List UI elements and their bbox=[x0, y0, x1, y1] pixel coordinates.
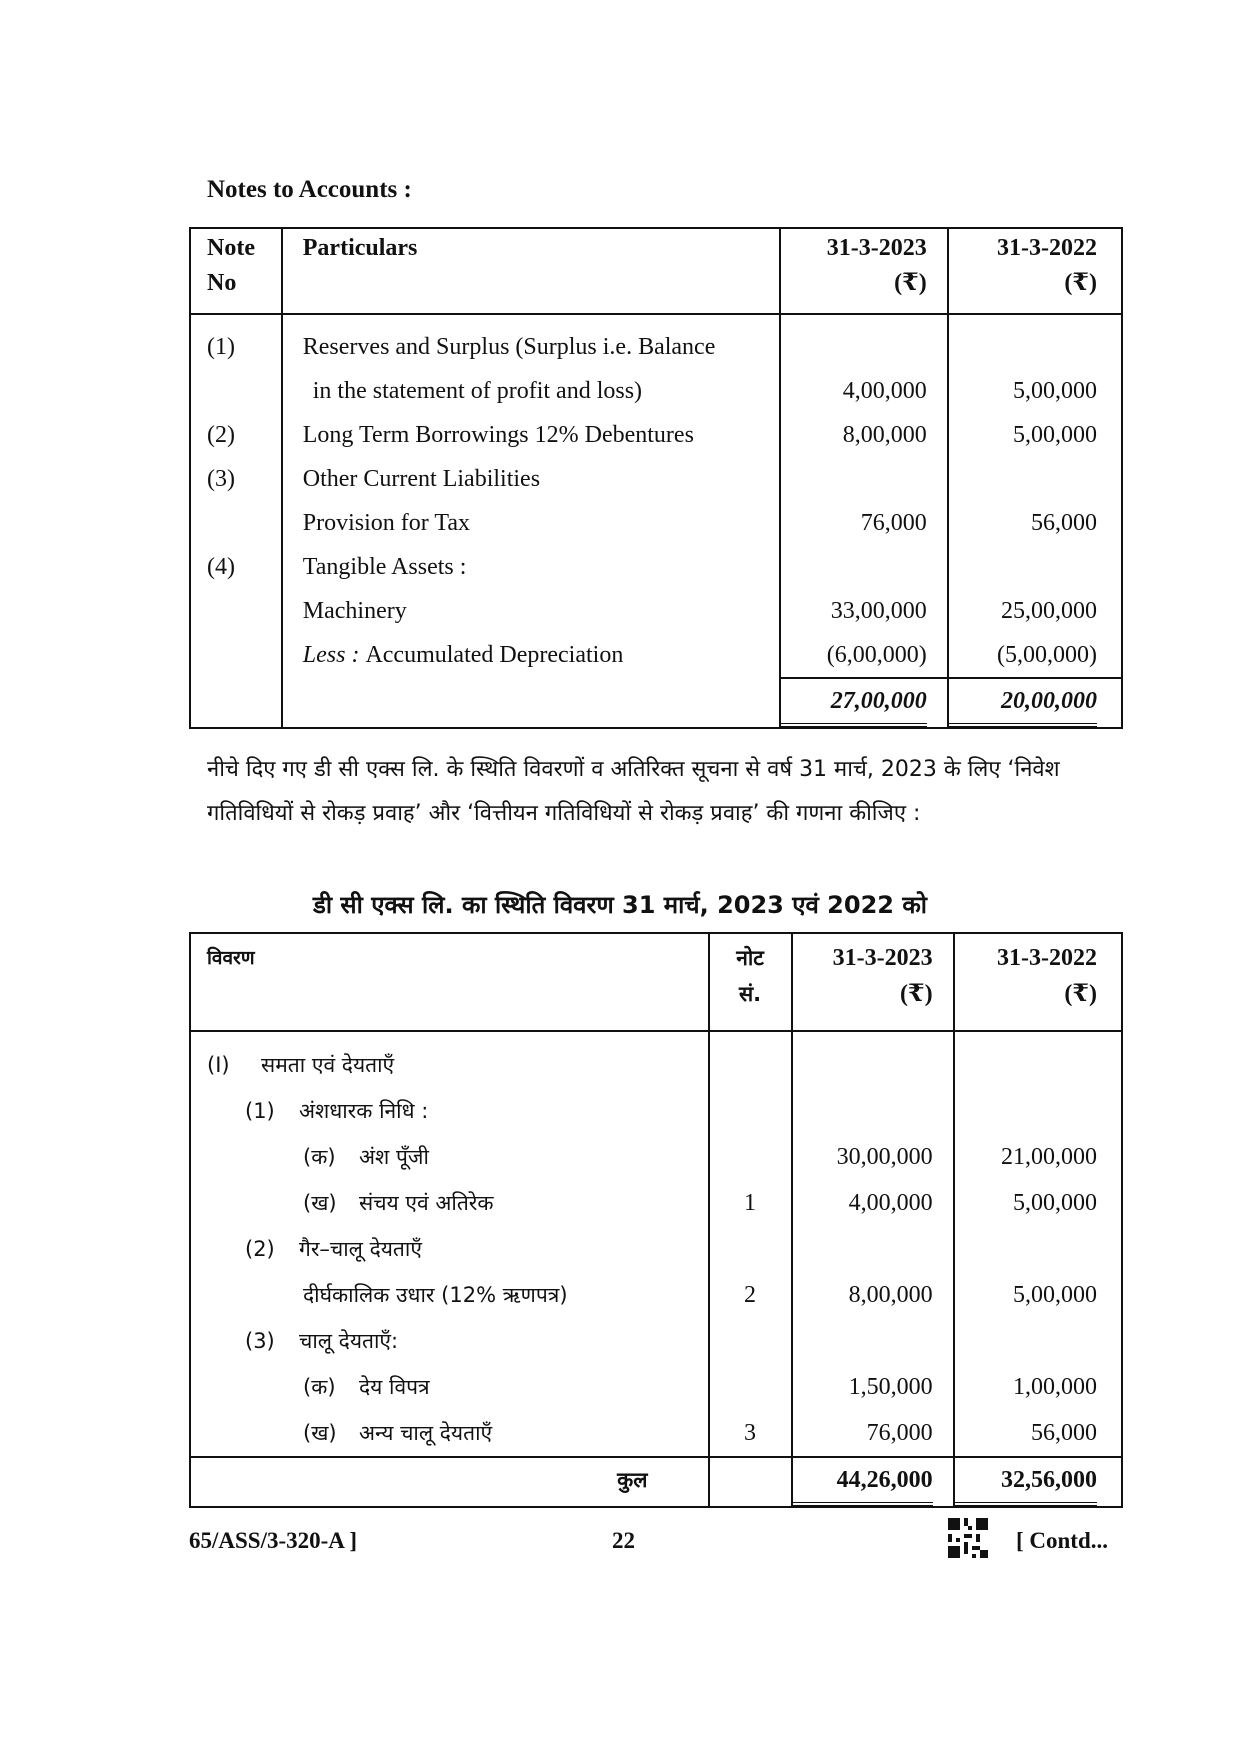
note-header-1: नोट bbox=[736, 946, 764, 970]
notes-heading: Notes to Accounts : bbox=[207, 176, 412, 203]
continued-label: [ Contd... bbox=[1016, 1528, 1109, 1553]
total-2023: 44,26,000 bbox=[793, 1458, 933, 1506]
balance-sheet-title: डी सी एक्स लि. का स्थिति विवरण 31 मार्च, 2023 एवं 2022 को bbox=[312, 891, 927, 919]
page-number: 22 bbox=[612, 1528, 635, 1553]
col-2022-unit: (₹) bbox=[1064, 270, 1097, 296]
col-2023-unit: (₹) bbox=[894, 270, 927, 296]
table-row: (ख) अन्य चालू देयताएँ 3 76,000 56,000 bbox=[190, 1410, 1122, 1457]
total-2022: 20,00,000 bbox=[949, 679, 1097, 727]
col-2022-header: 31-3-2022 bbox=[997, 235, 1097, 261]
balance-sheet-header: विवरण नोट सं. 31-3-2023 (₹) 31-3-2022 (₹) bbox=[190, 933, 1122, 1031]
table-row: (1) अंशधारक निधि : bbox=[190, 1088, 1122, 1134]
table-row: (3) Other Current Liabilities bbox=[190, 457, 1122, 501]
table-row: (I) समता एवं देयताएँ bbox=[190, 1031, 1122, 1088]
total-2022: 32,56,000 bbox=[955, 1458, 1097, 1506]
notes-total-row bbox=[190, 678, 1122, 728]
col-2023-header: 31-3-2023 bbox=[826, 235, 927, 261]
balance-sheet-total-row bbox=[190, 1457, 1122, 1507]
paper-code: 65/ASS/3-320-A ] bbox=[189, 1528, 358, 1553]
table-row: Provision for Tax 76,000 56,000 bbox=[190, 501, 1122, 545]
table-row: Machinery 33,00,000 25,00,000 bbox=[190, 589, 1122, 633]
table-row: (ख) संचय एवं अतिरेक 1 4,00,000 5,00,000 bbox=[190, 1180, 1122, 1226]
table-row: दीर्घकालिक उधार (12% ऋणपत्र) 2 8,00,000 5,00,000 bbox=[190, 1272, 1122, 1318]
total-label: कुल bbox=[190, 1457, 709, 1507]
total-2023: 27,00,000 bbox=[781, 679, 927, 727]
table-row: (3) चालू देयताएँ: bbox=[190, 1318, 1122, 1364]
particulars-header: Particulars bbox=[282, 228, 780, 314]
qr-code-icon bbox=[948, 1518, 988, 1558]
particulars-header: विवरण bbox=[190, 933, 709, 1031]
col-2023-header: 31-3-2023 bbox=[832, 945, 933, 971]
table-row: (क) देय विपत्र 1,50,000 1,00,000 bbox=[190, 1364, 1122, 1410]
note-header-2: सं. bbox=[738, 982, 762, 1006]
table-row: Less : Accumulated Depreciation (6,00,000) (5,00,000) bbox=[190, 633, 1122, 678]
less-label: Less : bbox=[302, 642, 360, 668]
note-no-header-1: Note bbox=[207, 235, 255, 261]
table-row: (2) Long Term Borrowings 12% Debentures 8,00,000 5,00,000 bbox=[190, 413, 1122, 457]
balance-sheet-table bbox=[189, 932, 1123, 1508]
table-row: (क) अंश पूँजी 30,00,000 21,00,000 bbox=[190, 1134, 1122, 1180]
notes-table-header bbox=[190, 228, 1122, 314]
notes-table bbox=[189, 227, 1123, 729]
table-row: (4) Tangible Assets : bbox=[190, 545, 1122, 589]
col-2022-header: 31-3-2022 bbox=[997, 945, 1097, 971]
question-paragraph: नीचे दिए गए डी सी एक्स लि. के स्थिति विवरणों व अतिरिक्त सूचना से वर्ष 31 मार्च, 2023 के लिए ‘निवेश गतिविधियों से रोकड़ प्रवाह’ और ‘वित्तीयन गतिविधियों से रोकड़ प्रवाह’ की गणना कीजिए : bbox=[207, 757, 1060, 826]
table-row: in the statement of profit and loss) 4,00,000 5,00,000 bbox=[190, 369, 1122, 413]
table-row: (1) Reserves and Surplus (Surplus i.e. Balance bbox=[190, 314, 1122, 369]
note-no-header-2: No bbox=[207, 270, 237, 296]
table-row: (2) गैर–चालू देयताएँ bbox=[190, 1226, 1122, 1272]
